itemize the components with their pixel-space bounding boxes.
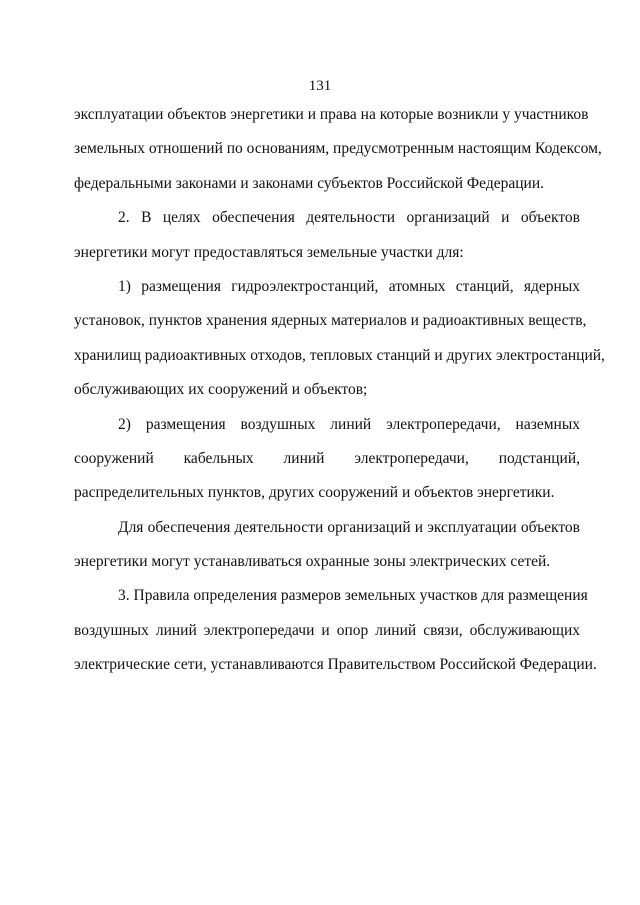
document-body [74,98,605,683]
text-line: обслуживающих их сооружений и объектов; [74,381,368,399]
text-line: эксплуатации объектов энергетики и права на которые возникли у участников [74,106,589,123]
text-line: федеральными законами и законами субъектов Российской Федерации. [74,174,545,192]
text-line: сооружений кабельных линий электропередачи, подстанций, [74,449,580,467]
text-line: Для обеспечения деятельности организаций и эксплуатации объектов [118,518,580,536]
text-line: энергетики могут предоставляться земельные участки для: [74,243,464,261]
text-line: 2) размещения воздушных линий электропередачи, наземных [118,415,580,433]
text-line: распределительных пунктов, других сооружений и объектов энергетики. [74,484,555,502]
text-line: 3. Правила определения размеров земельных участков для размещения [118,587,588,605]
text-line: 1) размещения гидроэлектростанций, атомных станций, ядерных [118,277,580,295]
text-line: воздушных линий электропередачи и опор линий связи, обслуживающих [74,621,580,639]
text-line: 2. В целях обеспечения деятельности организаций и объектов [118,209,580,227]
text-line: земельных отношений по основаниям, предусмотренным настоящим Кодексом, [74,140,602,158]
text-line: хранилищ радиоактивных отходов, тепловых станций и других электростанций, [74,346,605,364]
page-number: 131 [308,78,332,94]
text-line: электрические сети, устанавливаются Правительством Российской Федерации. [74,656,597,674]
text-line: установок, пунктов хранения ядерных материалов и радиоактивных веществ, [74,312,587,330]
text-line: энергетики могут устанавливаться охранные зоны электрических сетей. [74,553,551,571]
